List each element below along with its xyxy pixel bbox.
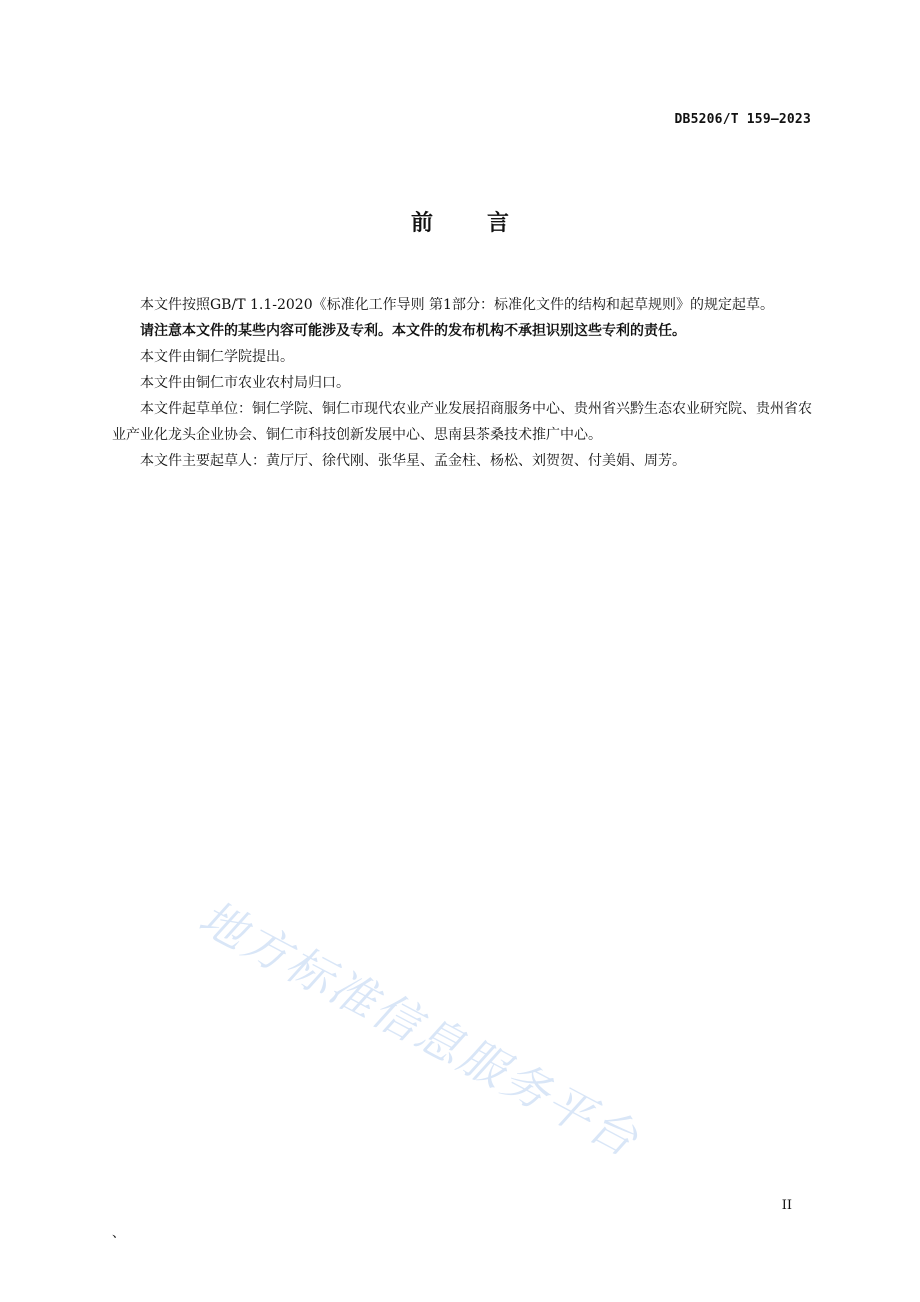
corner-mark: 、 [112, 1226, 126, 1241]
page-number: II [781, 1198, 792, 1213]
paragraph-drafting-units: 本文件起草单位：铜仁学院、铜仁市现代农业产业发展招商服务中心、贵州省兴黔生态农业研究院、贵州省农业产业化龙头企业协会、铜仁市科技创新发展中心、思南县茶桑技术推广中心。 [112, 401, 812, 443]
paragraph-administrator: 本文件由铜仁市农业农村局归口。 [140, 375, 350, 391]
paragraph-drafters: 本文件主要起草人：黄厅厅、徐代刚、张华星、孟金柱、杨松、刘贺贺、付美娟、周芳。 [140, 453, 686, 469]
paragraph-patent-notice: 请注意本文件的某些内容可能涉及专利。本文件的发布机构不承担识别这些专利的责任。 [140, 323, 686, 339]
title-char-1: 前 [410, 211, 433, 236]
paragraph-drafting-rules: 本文件按照GB/T 1.1-2020《标准化工作导则 第1部分：标准化文件的结构和起草规则》的规定起草。 [140, 297, 774, 313]
title-char-2: 言 [487, 211, 510, 236]
document-code: DB5206/T 159—2023 [674, 112, 811, 127]
page-title [0, 206, 920, 237]
paragraph-proposer: 本文件由铜仁学院提出。 [140, 349, 294, 365]
watermark: 地方标准信息服务平台 [190, 889, 649, 1168]
foreword-body [112, 292, 812, 474]
